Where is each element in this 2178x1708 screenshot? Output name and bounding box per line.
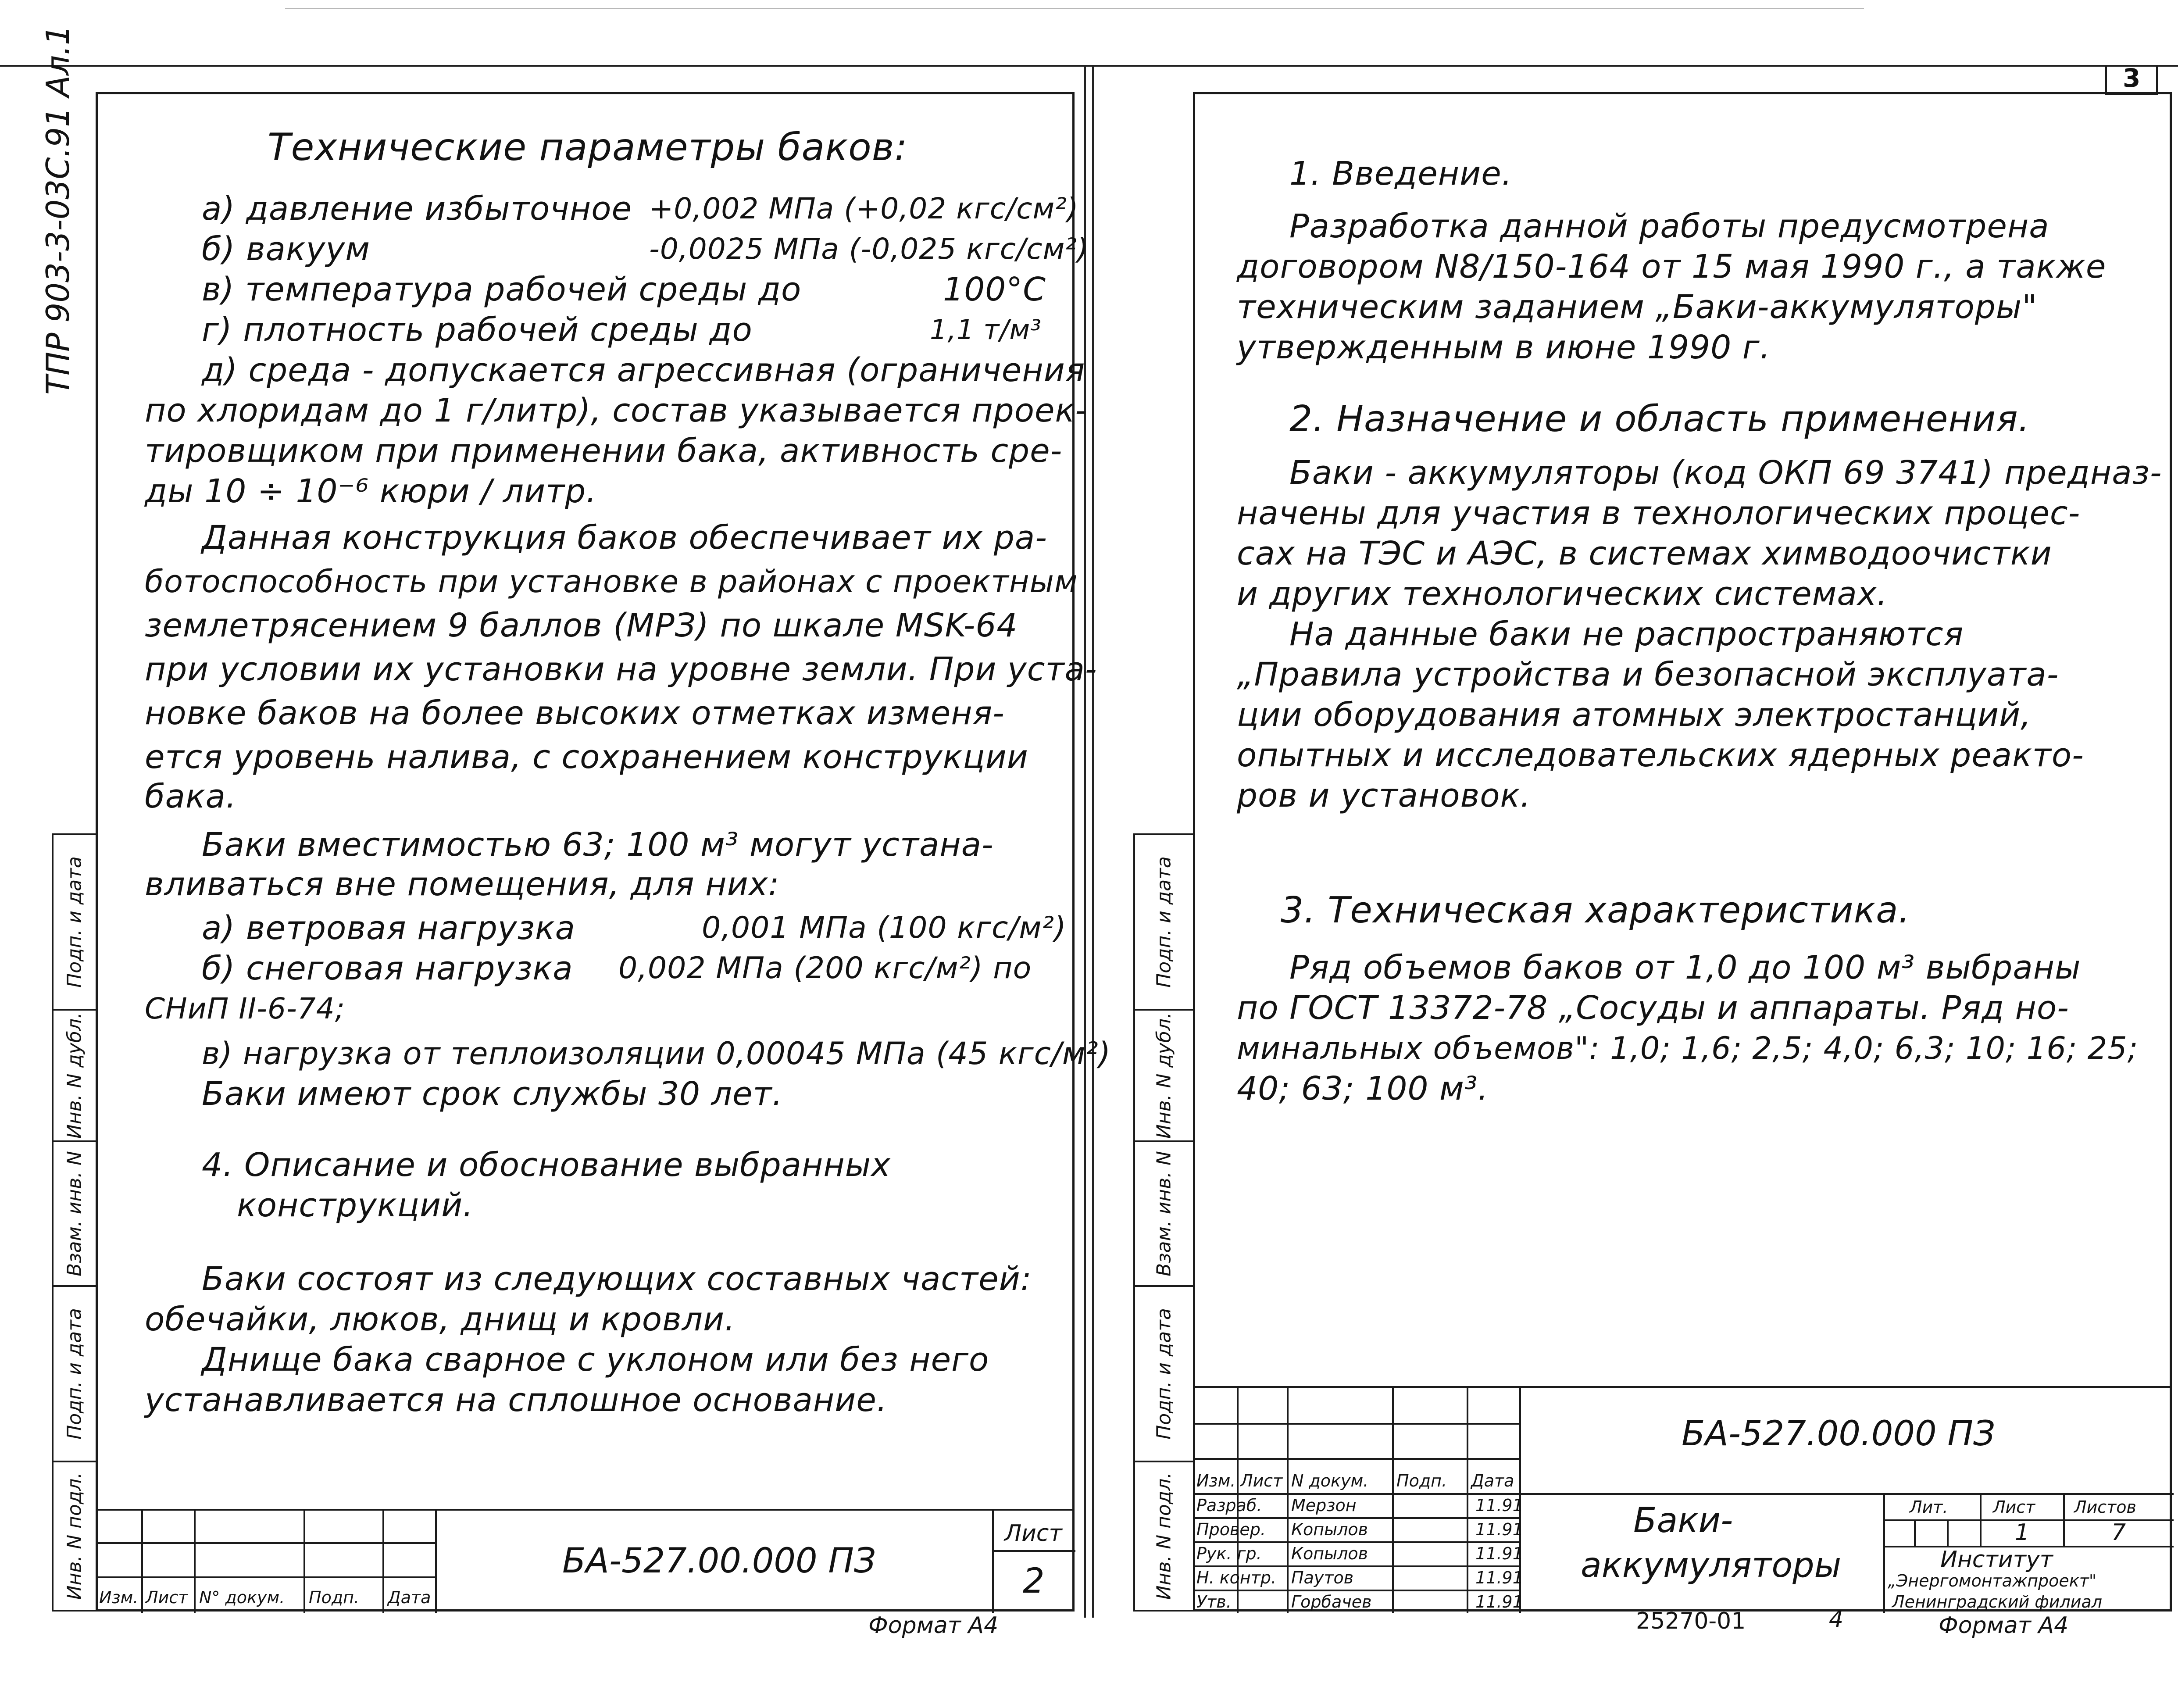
stamp-date-2: 11.91 xyxy=(1475,1520,1523,1539)
stamp-role-1: Разраб. xyxy=(1196,1496,1262,1515)
right-stamp-col-izm: Изм. xyxy=(1196,1471,1236,1490)
sec2-line-4: и других технологических системах. xyxy=(1237,575,1888,613)
para2-line-6: ется уровень налива, с сохранением конструкции xyxy=(145,738,1028,776)
para2-line-5: новке баков на более высоких отметках изменя- xyxy=(145,694,1005,732)
para1-line-3: тировщиком при применении бака, активность сре- xyxy=(145,432,1063,470)
stamp-date-1: 11.91 xyxy=(1475,1496,1523,1515)
left-side-code: ТПР 903-3-03С.91 Ал.1 xyxy=(39,25,76,395)
right-stamp-col-list: Лист xyxy=(1240,1471,1283,1490)
stamp-date-5: 11.91 xyxy=(1475,1592,1523,1612)
right-title-block xyxy=(1193,1386,2172,1612)
right-doc-code: БА-527.00.000 ПЗ xyxy=(1682,1414,1996,1454)
left-side-cell-podp-bottom: Подп. и дата xyxy=(54,1287,96,1462)
page-number: 3 xyxy=(2123,63,2141,93)
left-format: Формат А4 xyxy=(868,1612,999,1639)
sheet-top-border xyxy=(0,65,2178,67)
param-vacuum-label: б) вакуум xyxy=(202,230,371,268)
snip-reference: СНиП II-6-74; xyxy=(145,992,345,1026)
para4-line-4: устанавливается на сплошное основание. xyxy=(145,1381,888,1419)
title-line-1: Баки- xyxy=(1633,1501,1733,1540)
left-title-block xyxy=(96,1509,1075,1612)
para2-line-4: при условии их установки на уровне земли. При уста- xyxy=(145,650,1097,688)
right-sheet-text xyxy=(1237,154,2162,1162)
param-vacuum-value: -0,0025 МПа (-0,025 кгс/см²) xyxy=(649,232,1089,266)
right-side-stamp xyxy=(1133,833,1195,1612)
load-wind-value: 0,001 МПа (100 кгс/м²) xyxy=(702,911,1067,945)
stamp-role-3: Рук. гр. xyxy=(1196,1544,1262,1563)
right-side-cell-inv-podl: Инв. N подл. xyxy=(1153,1472,1175,1600)
left-stamp-col-data: Дата xyxy=(388,1588,431,1607)
left-side-cell-podp-top: Подп. и дата xyxy=(54,835,96,1011)
para1-line-4: ды 10 ÷ 10⁻⁶ кюри / литр. xyxy=(145,472,597,510)
sec2-title: 2. Назначение и область применения. xyxy=(1289,398,2030,440)
para2-line-7: бака. xyxy=(145,778,237,815)
sec3-line-4: 40; 63; 100 м³. xyxy=(1237,1070,1489,1108)
sec1-line-3: техническим заданием „Баки-аккумуляторы" xyxy=(1237,288,2038,326)
sec2-line-1: Баки - аккумуляторы (код ОКП 69 3741) предназ- xyxy=(1289,454,2162,492)
para1-line-1: д) среда - допускается агрессивная (ограничения xyxy=(202,351,1085,389)
sec2-line-8: опытных и исследовательских ядерных реакто- xyxy=(1237,736,2084,774)
title-line-2: аккумуляторы xyxy=(1581,1546,1842,1585)
stamp-name-5: Горбачев xyxy=(1291,1592,1372,1612)
stamp-name-3: Копылов xyxy=(1291,1544,1368,1563)
sec3-line-1: Ряд объемов баков от 1,0 до 100 м³ выбраны xyxy=(1289,949,2081,986)
org-line-1: Институт xyxy=(1940,1547,2053,1573)
sec1-title: 1. Введение. xyxy=(1289,155,1513,193)
param-pressure-label: а) давление избыточное xyxy=(202,190,632,228)
params-heading: Технические параметры баков: xyxy=(268,125,908,169)
sec2-line-7: ции оборудования атомных электростанций, xyxy=(1237,696,2032,734)
archive-number: 25270-01 xyxy=(1636,1608,1746,1634)
stamp-name-1: Мерзон xyxy=(1291,1496,1357,1515)
stamp-role-5: Утв. xyxy=(1196,1592,1232,1612)
service-life: Баки имеют срок службы 30 лет. xyxy=(202,1075,783,1113)
sec2-line-5: На данные баки не распространяются xyxy=(1289,615,1964,653)
load-snow-value: 0,002 МПа (200 кгс/м²) по xyxy=(618,951,1032,986)
para4-line-3: Днище бака сварное с уклоном или без него xyxy=(202,1341,989,1379)
sheets-label: Листов xyxy=(2074,1497,2136,1517)
sec2-line-2: начены для участия в технологических процес- xyxy=(1237,494,2081,532)
sec2-line-3: сах на ТЭС и АЭС, в системах химводоочистки xyxy=(1237,535,2052,572)
para3-line-1: Баки вместимостью 63; 100 м³ могут устана- xyxy=(202,826,994,864)
para4-line-2: обечайки, люков, днищ и кровли. xyxy=(145,1301,736,1338)
right-stamp-col-podp: Подп. xyxy=(1396,1471,1447,1490)
left-sheet-number: 2 xyxy=(1023,1561,1045,1601)
param-density-label: г) плотность рабочей среды до xyxy=(202,311,753,349)
sheet-number: 1 xyxy=(2015,1519,2030,1546)
sec3-line-3: минальных объемов": 1,0; 1,6; 2,5; 4,0; 6,3; 10; 16; 25; xyxy=(1237,1030,2139,1066)
sheet-divider xyxy=(1084,65,1086,1618)
right-stamp-col-doc: N докум. xyxy=(1291,1471,1369,1490)
sec2-line-6: „Правила устройства и безопасной эксплуата- xyxy=(1237,656,2059,693)
para4-line-1: Баки состоят из следующих составных частей: xyxy=(202,1260,1032,1298)
left-stamp-col-izm: Изм. xyxy=(99,1588,139,1607)
param-pressure-value: +0,002 МПа (+0,02 кгс/см²) xyxy=(649,192,1079,225)
stamp-date-4: 11.91 xyxy=(1475,1568,1523,1587)
stamp-role-2: Провер. xyxy=(1196,1520,1266,1539)
org-line-2: „Энергомонтажпроект" xyxy=(1888,1571,2097,1590)
para2-line-2: ботоспособность при установке в районах с проектным xyxy=(145,564,1078,600)
sheet-label: Лист xyxy=(1993,1497,2035,1517)
org-line-3: Ленинградский филиал xyxy=(1892,1592,2103,1612)
para2-line-1: Данная конструкция баков обеспечивает их ра- xyxy=(202,519,1047,557)
left-sheet-label: Лист xyxy=(1004,1520,1062,1547)
param-density-value: 1,1 т/м³ xyxy=(930,314,1042,346)
right-stamp-col-data: Дата xyxy=(1471,1471,1514,1490)
sec3-title: 3. Техническая характеристика. xyxy=(1281,890,1910,931)
sheets-total: 7 xyxy=(2111,1519,2126,1546)
sheet-divider-2 xyxy=(1092,65,1094,1618)
left-side-cell-inv-podl: Инв. N подл. xyxy=(63,1472,86,1600)
sec1-line-2: договором N8/150-164 от 15 мая 1990 г., а также xyxy=(1237,248,2107,286)
left-stamp-col-list: Лист xyxy=(146,1588,188,1607)
left-side-cell-vzam-inv: Взам. инв. N xyxy=(54,1142,96,1287)
para3-line-2: вливаться вне помещения, для них: xyxy=(145,865,780,903)
para1-line-2: по хлоридам до 1 г/литр), состав указывается проек- xyxy=(145,392,1087,429)
sec1-line-4: утвержденным в июне 1990 г. xyxy=(1237,329,1771,366)
load-insulation: в) нагрузка от теплоизоляции 0,00045 МПа (45 кгс/м²) xyxy=(202,1036,1111,1072)
right-side-cell-vzam-inv: Взам. инв. N xyxy=(1135,1142,1193,1287)
right-format: Формат А4 xyxy=(1939,1612,2069,1639)
sec1-line-1: Разработка данной работы предусмотрена xyxy=(1289,207,2049,245)
sec2-line-9: ров и установок. xyxy=(1237,777,1531,815)
page-number-box xyxy=(2105,63,2158,95)
section4-title-line-1: 4. Описание и обоснование выбранных xyxy=(202,1146,891,1184)
param-temperature-value: 100°С xyxy=(943,271,1046,308)
left-doc-code: БА-527.00.000 ПЗ xyxy=(562,1541,876,1581)
left-sheet-text xyxy=(145,125,1111,1487)
section4-title-line-2: конструкций. xyxy=(237,1186,474,1224)
para2-line-3: землетрясением 9 баллов (МРЗ) по шкале MSK-64 xyxy=(145,607,1018,644)
left-side-stamp xyxy=(52,833,97,1612)
load-snow-label: б) снеговая нагрузка xyxy=(202,950,573,987)
right-side-cell-inv-dubl: Инв. N дубл. xyxy=(1135,1011,1193,1142)
scan-top-line xyxy=(285,8,1864,9)
left-stamp-col-doc: N° докум. xyxy=(199,1588,285,1607)
left-stamp-col-podp: Подп. xyxy=(309,1588,360,1607)
param-temperature-label: в) температура рабочей среды до xyxy=(202,271,802,308)
load-wind-label: а) ветровая нагрузка xyxy=(202,909,575,947)
lit-label: Лит. xyxy=(1910,1497,1948,1517)
stamp-date-3: 11.91 xyxy=(1475,1544,1523,1563)
stamp-name-4: Паутов xyxy=(1291,1568,1354,1587)
stamp-name-2: Копылов xyxy=(1291,1520,1368,1539)
sec3-line-2: по ГОСТ 13372-78 „Сосуды и аппараты. Ряд но- xyxy=(1237,989,2069,1027)
left-side-cell-inv-dubl: Инв. N дубл. xyxy=(54,1011,96,1142)
right-side-cell-podp-top: Подп. и дата xyxy=(1135,835,1193,1011)
stamp-role-4: Н. контр. xyxy=(1196,1568,1277,1587)
right-side-cell-podp-bottom: Подп. и дата xyxy=(1135,1287,1193,1462)
archive-page: 4 xyxy=(1829,1606,1844,1633)
